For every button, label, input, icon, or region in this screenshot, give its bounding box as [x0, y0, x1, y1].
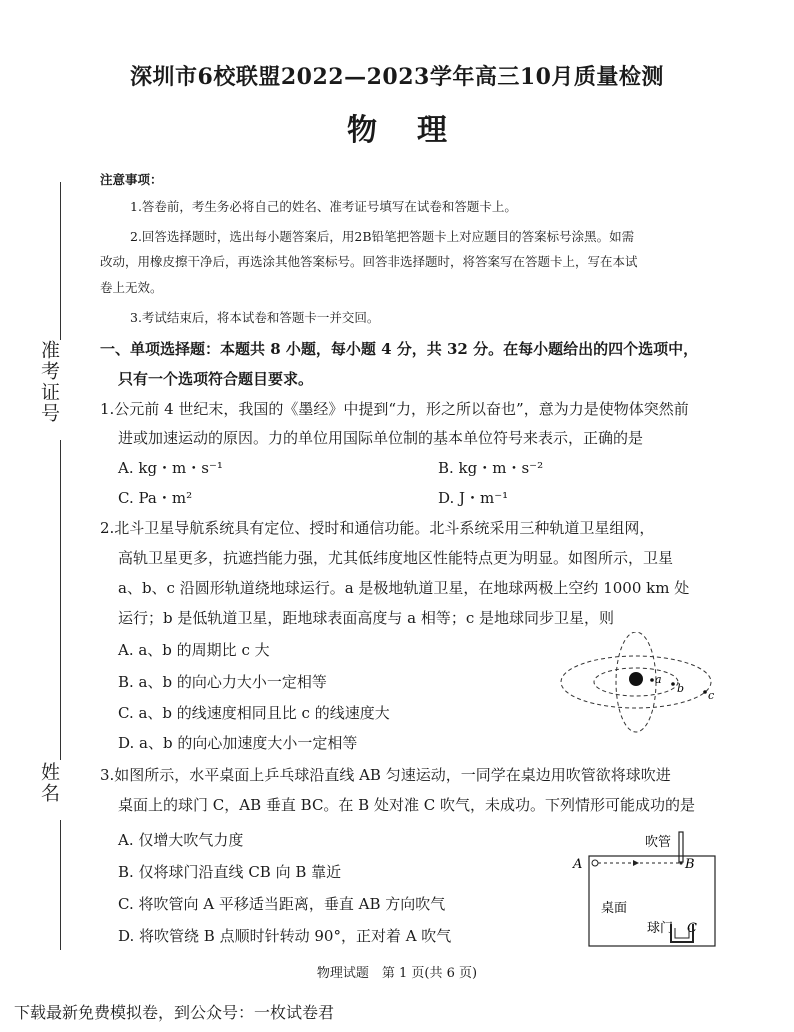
- satellite-b: [671, 682, 675, 686]
- q1-option-c: C. Pa・m²: [118, 489, 193, 507]
- q2-stem: 2.北斗卫星导航系统具有定位、授时和通信功能。北斗系统采用三种轨道卫星组网，: [100, 519, 655, 537]
- notice-item: 改动，用橡皮擦干净后，再选涂其他答案标号。回答非选择题时，将答案写在答题卡上，写在本试: [100, 254, 638, 269]
- q2-option-c: C. a、b 的线速度相同且比 c 的线速度大: [118, 704, 390, 722]
- q2-option-a: A. a、b 的周期比 c 大: [118, 641, 270, 659]
- goal-label: 球门: [647, 921, 674, 936]
- arrow-icon: [633, 860, 639, 866]
- label-b: b: [677, 682, 685, 695]
- q2-option-d: D. a、b 的向心加速度大小一定相等: [118, 734, 358, 752]
- satellite-a: [650, 678, 654, 682]
- notice-item: 2.回答选择题时，选出每小题答案后，用2B铅笔把答题卡上对应题目的答案标号涂黑。如需: [130, 229, 635, 244]
- binding-line-bottom: [60, 820, 61, 950]
- table-label: 桌面: [601, 901, 628, 916]
- q3-option-c: C. 将吹管向 A 平移适当距离，垂直 AB 方向吹气: [118, 895, 446, 913]
- name-label: 姓名: [38, 762, 60, 804]
- notice-item: 卷上无效。: [100, 280, 163, 295]
- q1-stem: 1.公元前 4 世纪末，我国的《墨经》中提到“力，形之所以奋也”，意为力是使物体突然前: [100, 400, 689, 418]
- label-c: c: [708, 689, 715, 702]
- q2-stem-cont: a、b、c 沿圆形轨道绕地球运行。a 是极地轨道卫星，在地球两极上空约 1000 km 处: [118, 579, 690, 597]
- subject-title: 物理: [347, 113, 487, 148]
- exam-title: 深圳市6校联盟2022—2023学年高三10月质量检测: [130, 64, 664, 90]
- q1-option-b: B. kg・m・s⁻²: [438, 459, 544, 477]
- label-a: a: [655, 673, 662, 686]
- q2-stem-cont: 运行；b 是低轨道卫星，距地球表面高度与 a 相等；c 是地球同步卫星，则: [118, 609, 615, 627]
- label-C: C: [687, 921, 697, 936]
- ball-icon: [592, 860, 598, 866]
- q1-stem-cont: 进或加速运动的原因。力的单位用国际单位制的基本单位符号来表示，正确的是: [118, 429, 644, 447]
- q2-option-b: B. a、b 的向心力大小一定相等: [118, 673, 327, 691]
- earth-icon: [629, 672, 643, 686]
- q3-stem-cont: 桌面上的球门 C，AB 垂直 BC。在 B 处对准 C 吹气，未成功。下列情形可能成功的是: [118, 796, 695, 814]
- section-heading: 一、单项选择题：本题共 8 小题，每小题 4 分，共 32 分。在每小题给出的四个选项中，: [100, 340, 699, 358]
- notice-item: 1.答卷前，考生务必将自己的姓名、准考证号填写在试卷和答题卡上。: [130, 199, 517, 214]
- q1-option-a: A. kg・m・s⁻¹: [118, 459, 223, 477]
- notice-heading: 注意事项：: [100, 172, 163, 187]
- binding-line-top: [60, 182, 61, 340]
- q3-option-b: B. 仅将球门沿直线 CB 向 B 靠近: [118, 863, 342, 881]
- q3-stem: 3.如图所示，水平桌面上乒乓球沿直线 AB 匀速运动，一同学在桌边用吹管欲将球吹进: [100, 766, 671, 784]
- satellite-c: [703, 690, 707, 694]
- q3-option-a: A. 仅增大吹气力度: [118, 831, 244, 849]
- q1-option-d: D. J・m⁻¹: [438, 489, 509, 507]
- q3-option-d: D. 将吹管绕 B 点顺时针转动 90°，正对着 A 吹气: [118, 927, 452, 945]
- exam-id-label: 准考证号: [38, 340, 60, 424]
- table-figure: [565, 828, 730, 950]
- watermark: 下载最新免费模拟卷，到公众号：一枚试卷君: [14, 1003, 335, 1022]
- q2-stem-cont: 高轨卫星更多，抗遮挡能力强，尤其低纬度地区性能特点更为明显。如图所示，卫星: [118, 549, 674, 567]
- blow-tube-icon: [679, 832, 683, 862]
- label-B: B: [685, 857, 695, 872]
- point-b: [679, 861, 682, 864]
- section-heading-cont: 只有一个选项符合题目要求。: [118, 370, 314, 388]
- notice-item: 3.考试结束后，将本试卷和答题卡一并交回。: [130, 310, 380, 325]
- label-A: A: [573, 857, 583, 872]
- page-footer: 物理试题 第 1 页(共 6 页): [316, 966, 478, 981]
- tube-label: 吹管: [645, 835, 672, 850]
- binding-line-middle: [60, 440, 61, 760]
- orbit-figure: [560, 632, 720, 740]
